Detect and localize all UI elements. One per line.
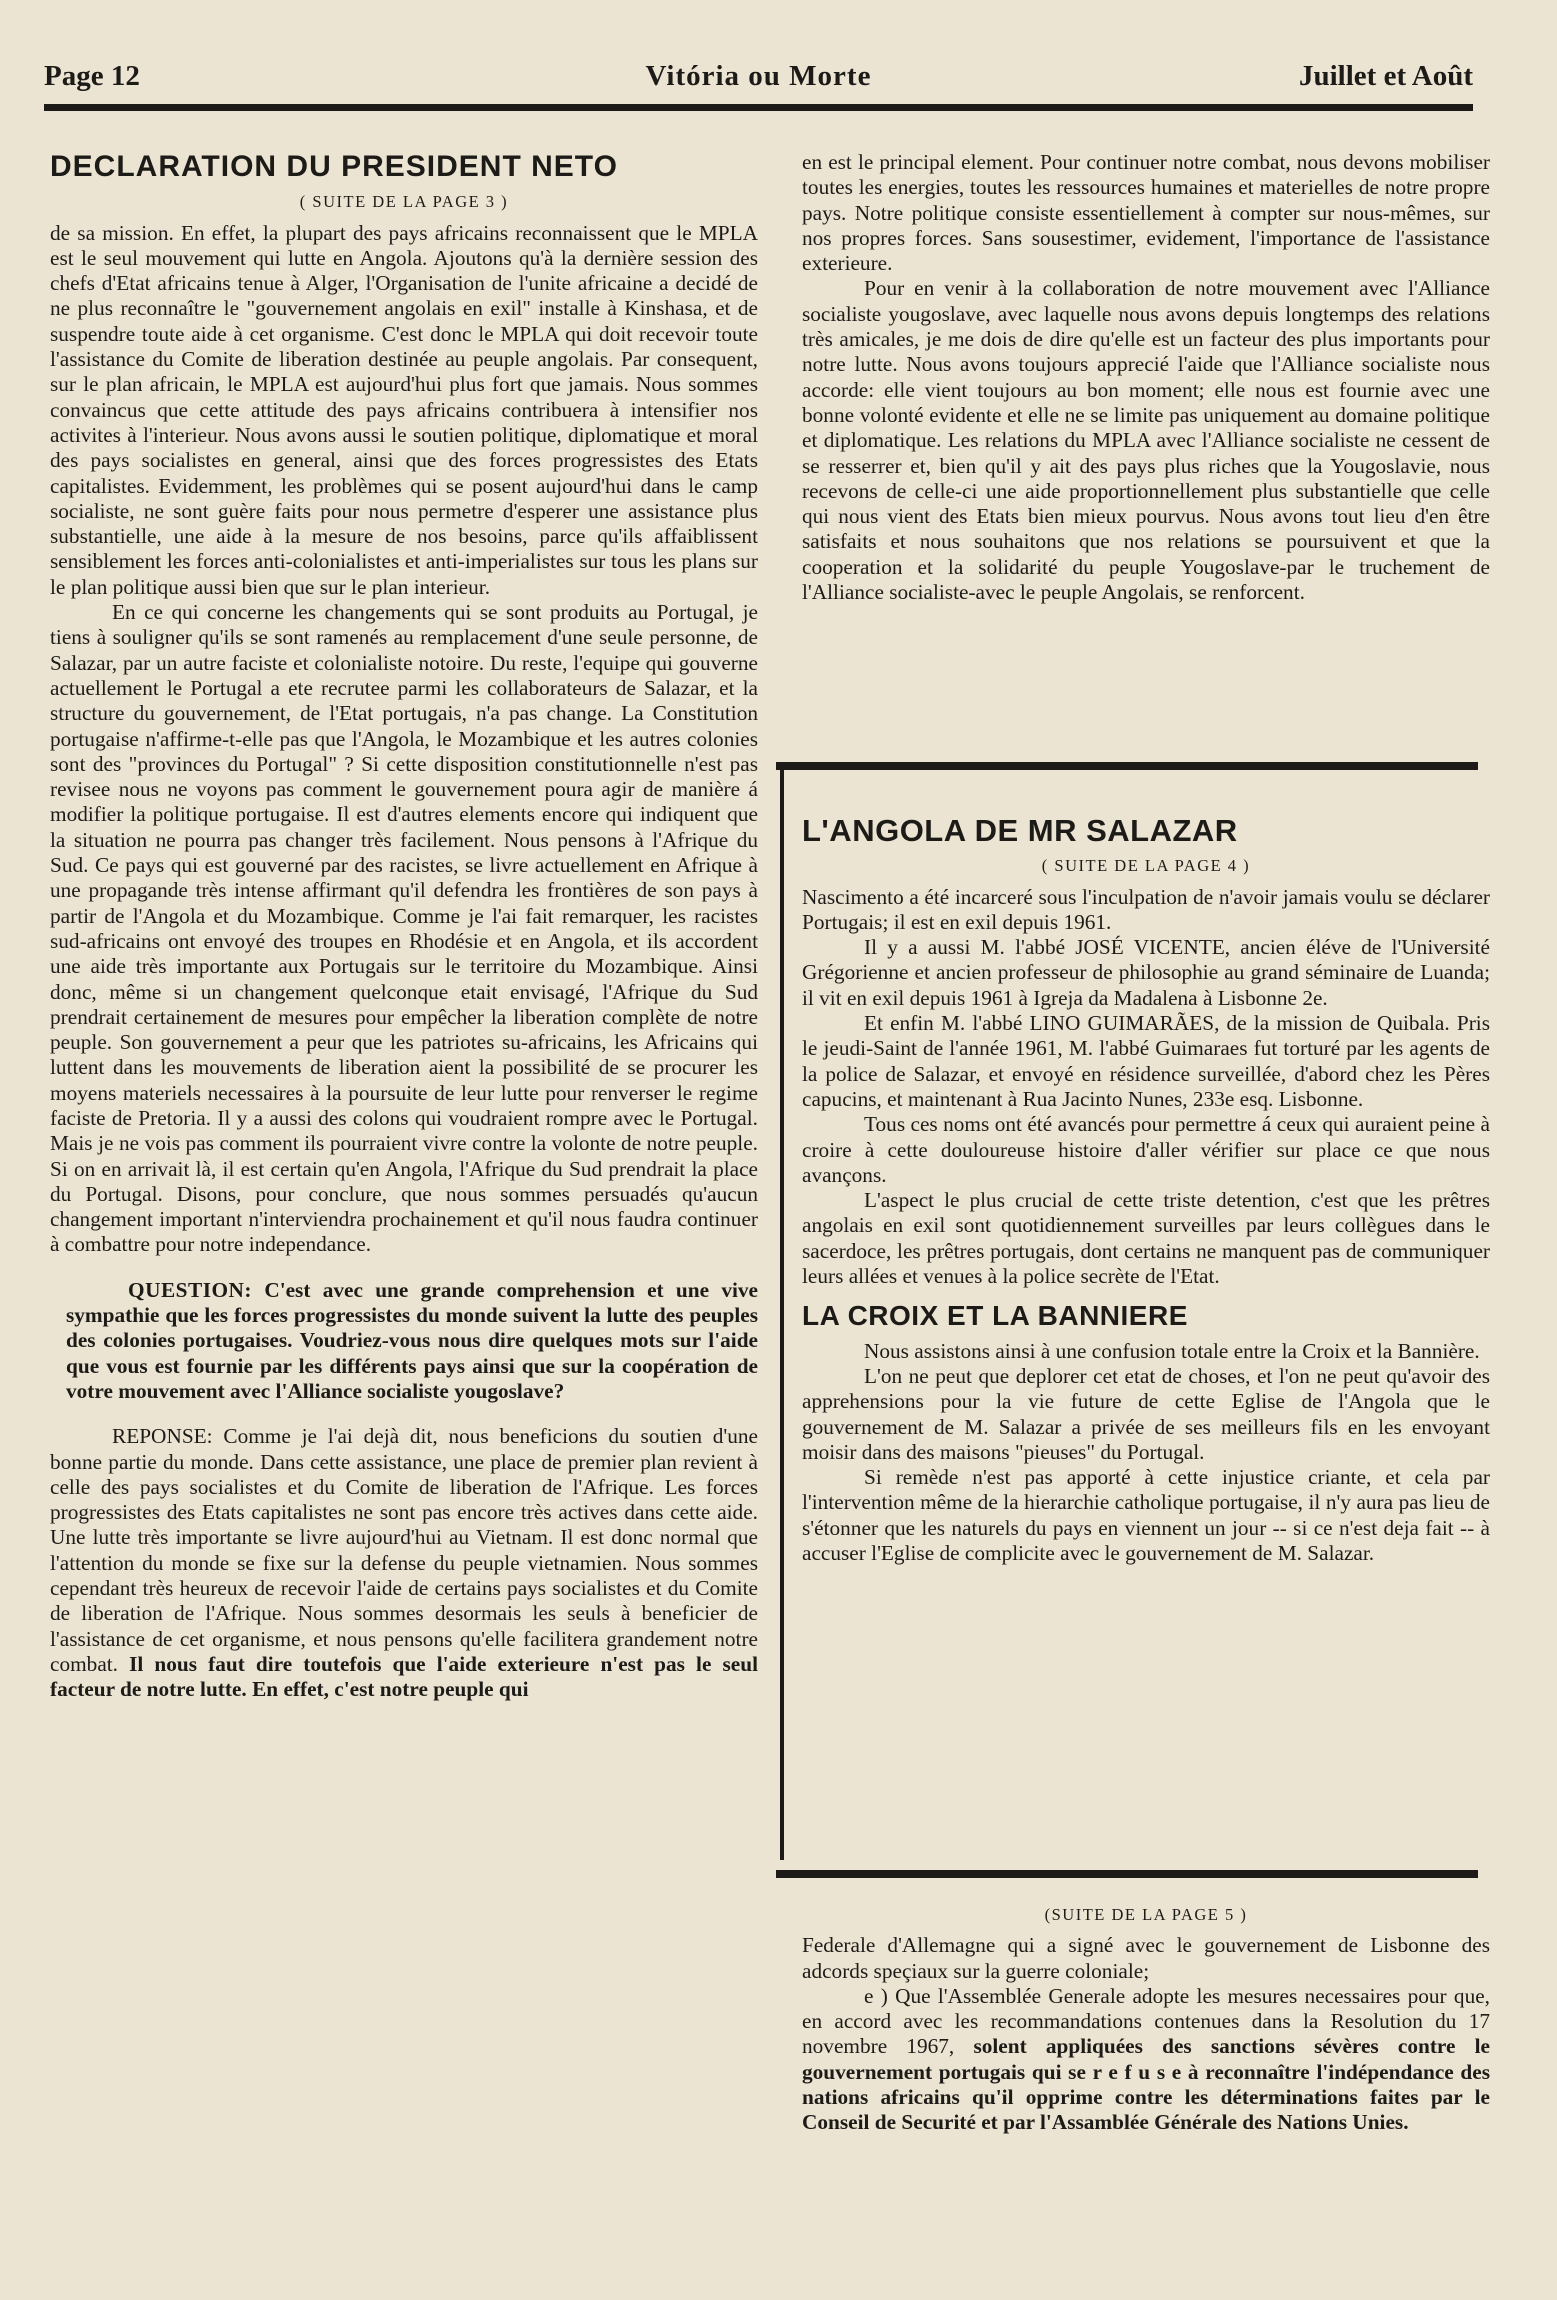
continued-from-page-4: ( SUITE DE LA PAGE 4 ) (1041, 856, 1251, 876)
salazar-paragraph-3: Et enfin M. l'abbé LINO GUIMARÃES, de la mission de Quibala. Pris le jeudi-Saint de l'année 1961, M. l'abbé Guimaraes fut torturé par les agents de la police de Salazar, et envoyé en résidence surveillée, d'abord chez les Pères capucins, et maintenant à Rua Jacinto Nunes, 233e esq. Lisbonne. (802, 1011, 1490, 1111)
neto-paragraph-right-1: en est le principal element. Pour continuer notre combat, nous devons mobiliser toutes les energies, toutes les ressources humaines et materielles de notre propre pays. Notre politique consiste essentiellement à compter sur nous-mêmes, sur nos propres forces. Sans sousestimer, evidement, l'importance de l'assistance exterieure. (802, 150, 1490, 276)
issue-date: Juillet et Août (1299, 60, 1473, 92)
question-label: QUESTION: (128, 1277, 253, 1302)
page5-bold-text: solent appliquées des sanctions sévères contre le gouvernement portugais qui se r e f u s e à reconnaître l'indépendance des nations africains qu'il opprime contre les déterminations faites par le Conseil de Securité et par l'Assamblée Générale des Nations Unies. (802, 2034, 1490, 2135)
subtitle-croix-banniere: LA CROIX ET LA BANNIERE (802, 1300, 1188, 1332)
article-title-salazar: L'ANGOLA DE MR SALAZAR (802, 813, 1238, 848)
page5-continuation (802, 1896, 1490, 2136)
page-header (44, 60, 1473, 106)
answer-bold-text: Il nous faut dire toutefois que l'aide exterieure n'est pas le seul facteur de notre lutte. En effet, c'est notre peuple qui (50, 1651, 758, 1702)
continued-from-page-5: (SUITE DE LA PAGE 5 ) (1044, 1905, 1248, 1924)
neto-paragraph-2: En ce qui concerne les changements qui se sont produits au Portugal, je tiens à souligner qu'ils se sont ramenés au remplacement d'une seule personne, de Salazar, par un autre faciste et colonialiste notoire. Du reste, l'equipe qui gouverne actuellement le Portugal a ete recrutee parmi les collaborateurs de Salazar, et la structure du gouvernement, de l'Etat portugais, n'a pas change. La Constitution portugaise n'affirme-t-elle pas que l'Angola, le Mozambique et les autres colonies sont des "provinces du Portugal" ? Si cette disposition constitutionnelle n'est pas revisee nous ne voyons pas comment le gouvernement poura agir de manière á modifier la politique portugaise. Il est d'autres elements encore qui indiquent que la situation ne pourra pas changer très facilement. Nous pensons à l'Afrique du Sud. Ce pays qui est gouverné par des racistes, se livre actuellement en Afrique à une propagande très intense affirmant qu'il defendra les frontières de son pays à partir de l'Angola et du Mozambique. Comme je l'ai fait remarquer, les racistes sud-africains ont envoyé des troupes en Rhodésie et en Angola, et ils accordent une aide très importante aux Portugais sur le territoire du Mozambique. Ainsi donc, même si un changement quelconque etait envisagé, l'Afrique du Sud prendrait certainement de mesures pour empêcher la liberation complète de notre peuple. Son gouvernement a peur que les patriotes su-africains, les Africains qui luttent dans les mouvements de liberation aient la possibilité de se procurer les moyens materiels necessaires à la poursuite de leur lutte pour renverser le regime faciste de Pretoria. Il y a aussi des colons qui voudraient rompre avec le Portugal. Mais je ne vois pas comment ils pourraient vivre contre la volonte de notre peuple. Si on en arrivait là, il est certain qu'en Angola, l'Afrique du Sud prendrait la place du Portugal. Disons, pour conclure, que nous sommes persuadés qu'aucun changement important n'interviendra prochainement et qu'il nous faudra continuer à combattre pour notre independance. (50, 600, 758, 1257)
salazar-paragraph-5: L'aspect le plus crucial de cette triste detention, c'est que les prêtres angolais en exil sont quotidiennement surveilles par leurs collègues dans le sacerdoce, les prêtres portugais, dont certains ne manquent pas de communiquer leurs allées et venues à la police secrète de l'Etat. (802, 1188, 1490, 1289)
answer-text: REPONSE: Comme je l'ai dejà dit, nous beneficions du soutien d'une bonne partie du monde. Dans cette assistance, une place de premier plan revient à celle des pays socialistes et du Comite de liberation de l'Afrique. Les forces progressistes des Etats capitalistes ne sont pas encore très actives dans cette aide. Une lutte très importante se livre aujourd'hui au Vietnam. Il est donc normal que l'attention du monde se fixe sur la defense du peuple vietnamien. Nous sommes cependant très heureux de recevoir l'aide de certains pays socialistes et du Comite de liberation de l'Afrique. Nous sommes desormais les seuls à beneficier de l'assistance de cet organisme, et nous pensons qu'elle facilitera grandement notre combat. (50, 1424, 758, 1676)
neto-answer (50, 1424, 758, 1702)
croix-paragraph-2: L'on ne peut que deplorer cet etat de choses, et l'on ne peut qu'avoir des apprehensions pour la vie future de cette Eglise de l'Angola que le gouvernement de M. Salazar a privée de ses meilleurs fils en les envoyant moisir dans des maisons "pieuses" du Portugal. (802, 1363, 1490, 1464)
article-title-neto: DECLARATION DU PRESIDENT NETO (50, 150, 618, 183)
salazar-paragraph-2: Il y a aussi M. l'abbé JOSÉ VICENTE, ancien éléve de l'Université Grégorienne et ancien professeur de philosophie au grand séminaire de Luanda; il vit en exil depuis 1961 à Igreja da Madalena à Lisbonne 2e. (802, 935, 1490, 1010)
neto-paragraph-right-2: Pour en venir à la collaboration de notre mouvement avec l'Alliance socialiste yougoslave, avec laquelle nous avons depuis longtemps des relations très amicales, je me dois de dire qu'elle est un facteur des plus importants pour notre lutte. Nous avons toujours apprecié l'aide que l'Alliance socialiste nous accorde: elle vient toujours au bon moment; elle nous est fournie avec une bonne volonté evidente et elle ne se limite pas uniquement au domaine politique et diplomatique. Les relations du MPLA avec l'Alliance socialiste ne cessent de se resserrer et, bien qu'il y ait des pays plus riches que la Yougoslavie, nous recevons de celle-ci une aide proportionnellement plus substantielle que celle qui nous vient des Etats bien mieux pourvus. Nous avons tout lieu d'en être satisfaits et nous souhaitons que nos relations se poursuivent et que la cooperation et la solidarité du peuple Yougoslave-par le truchement de l'Alliance socialiste-avec le peuple Angolais, se renforcent. (802, 276, 1490, 605)
page-number: Page 12 (44, 60, 140, 92)
salazar-article (802, 804, 1490, 1566)
salazar-box-border (780, 762, 784, 1860)
neto-paragraph-1: de sa mission. En effet, la plupart des pays africains reconnaissent que le MPLA est le seul mouvement qui lutte en Angola. Ajoutons qu'à la dernière session des chefs d'Etat africains tenue à Alger, l'Organisation de l'unite africaine a decidé de ne plus reconnaître le "gouvernement angolais en exil" installe à Kinshasa, et de suspendre toute aide à cet organisme. C'est donc le MPLA qui doit recevoir toute l'assistance du Comite de liberation destinée au peuple angolais. Par consequent, sur le plan africain, le MPLA est aujourd'hui plus fort que jamais. Nous sommes convaincus que cette attitude des pays africains contribuera à intensifier nos activites à l'interieur. Nous avons aussi le soutien politique, diplomatique et moral des pays socialistes en general, ainsi que des forces progressistes des Etats capitalistes. Evidemment, les problèmes qui se posent aujourd'hui dans le camp socialiste, ne sont guère faits pour nous permetre d'esperer une assistance plus substantielle, une aide à la mesure de nos besoins, parce qu'ils affaiblissent sensiblement les forces anti-colonialistes et anti-imperialistes sur tous les plans sur le plan politique aussi bien que sur le plan interieur. (50, 220, 758, 599)
continued-from-page-3: ( SUITE DE LA PAGE 3 ) (299, 192, 509, 212)
salazar-paragraph-1: Nascimento a été incarceré sous l'inculpation de n'avoir jamais voulu se déclarer Portugais; il est en exil depuis 1961. (802, 884, 1490, 934)
left-column (50, 150, 758, 1703)
question-text: C'est avec une grande comprehension et une vive sympathie que les forces progressistes du monde suivent la lutte des peuples des colonies portugaises. Voudriez-vous nous dire quelques mots sur l'aide que vous est fournie par les différents pays ainsi que sur la coopération de votre mouvement avec l'Alliance socialiste yougoslave? (66, 1277, 759, 1403)
section-rule-bottom (776, 1870, 1478, 1878)
croix-paragraph-3: Si remède n'est pas apporté à cette injustice criante, et cela par l'intervention même de la hierarchie catholique portugaise, il n'y aura pas lieu de s'étonner que les naturels du pays en viennent un jour -- si ce n'est deja fait -- à accuser l'Eglise de complicite avec le gouvernement de M. Salazar. (802, 1465, 1490, 1566)
right-column-continuation (802, 150, 1490, 605)
publication-title: Vitória ou Morte (645, 60, 872, 92)
page5-text: e ) Que l'Assemblée Generale adopte les mesures necessaires pour que, en accord avec les recommandations contenues dans la Resolution du 17 novembre 1967, (802, 1983, 1490, 2059)
header-rule (44, 104, 1473, 111)
page5-paragraph-1: Federale d'Allemagne qui a signé avec le gouvernement de Lisbonne des adcords speçiaux sur la guerre coloniale; (802, 1933, 1490, 1983)
croix-paragraph-1: Nous assistons ainsi à une confusion totale entre la Croix et la Bannière. (864, 1338, 1480, 1363)
page5-paragraph-2 (802, 1984, 1490, 2136)
section-rule-top (776, 762, 1478, 770)
salazar-paragraph-4: Tous ces noms ont été avancés pour permettre á ceux qui auraient peine à croire à cette douloureuse histoire d'aller vérifier sur place ce que nous avançons. (802, 1112, 1490, 1187)
neto-question (50, 1278, 758, 1404)
